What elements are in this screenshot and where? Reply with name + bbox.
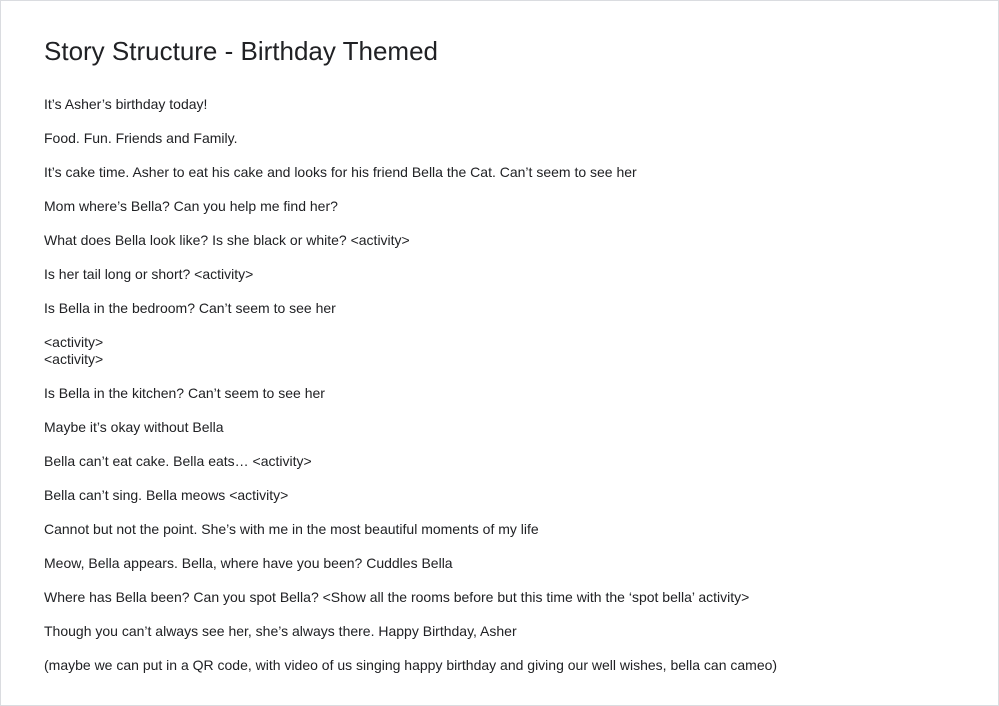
- paragraph: Bella can’t sing. Bella meows <activity>: [44, 487, 289, 503]
- paragraph: Food. Fun. Friends and Family.: [44, 130, 238, 146]
- paragraph: <activity>: [44, 351, 104, 367]
- paragraph: Cannot but not the point. She’s with me in the most beautiful moments of my life: [44, 521, 539, 537]
- paragraph-list: [44, 96, 944, 673]
- paragraph: (maybe we can put in a QR code, with video of us singing happy birthday and giving our well wishes, bella can cameo): [44, 657, 778, 673]
- paragraph: It’s Asher’s birthday today!: [44, 96, 208, 112]
- paragraph: Maybe it’s okay without Bella: [44, 419, 224, 435]
- paragraph: It’s cake time. Asher to eat his cake and looks for his friend Bella the Cat. Can’t seem to see her: [44, 164, 637, 180]
- document-title: Story Structure - Birthday Themed: [44, 36, 439, 66]
- paragraph: Meow, Bella appears. Bella, where have you been? Cuddles Bella: [44, 555, 453, 571]
- paragraph: What does Bella look like? Is she black or white? <activity>: [44, 232, 410, 248]
- paragraph: Is her tail long or short? <activity>: [44, 266, 254, 282]
- paragraph: Is Bella in the kitchen? Can’t seem to see her: [44, 385, 325, 401]
- paragraph: Where has Bella been? Can you spot Bella? <Show all the rooms before but this time with the ‘spot bella’ activity>: [44, 589, 750, 605]
- paragraph: Bella can’t eat cake. Bella eats… <activity>: [44, 453, 312, 469]
- paragraph: Mom where’s Bella? Can you help me find her?: [44, 198, 338, 214]
- document-body[interactable]: [44, 34, 944, 691]
- paragraph: <activity>: [44, 334, 104, 350]
- paragraph: Is Bella in the bedroom? Can’t seem to see her: [44, 300, 336, 316]
- paragraph: Though you can’t always see her, she’s always there. Happy Birthday, Asher: [44, 623, 517, 639]
